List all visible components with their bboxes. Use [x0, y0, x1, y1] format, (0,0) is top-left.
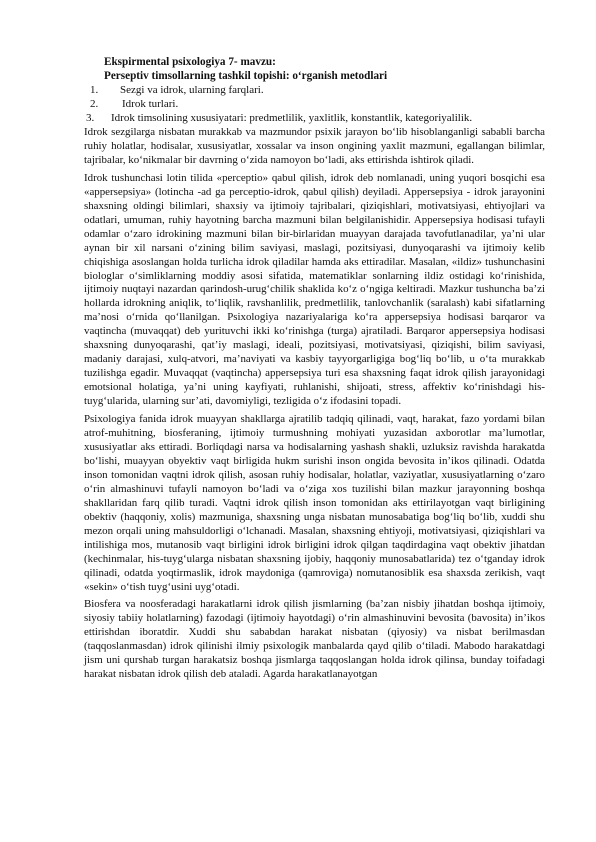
- paragraph: Psixologiya fanida idrok muayyan shakllarga ajratilib tadqiq qilinadi, vaqt, harakat, fazo yordami bilan atrof-muhitning, biosferaning, ijtimoiy turmushning mohiyati yuzasidan axborotlar ma’lumotlar, xususiyatlar aks ettiradi. Borliqdagi narsa va hodisalarning yashash shakli, uzluksiz ravishda harakatda bo‘lishi, muayyan obyektiv vaqt birligida hukm surishi inson ongida bevosita in’ikos qilinadi. Odatda inson tomonidan vaqtni idrok qilish, asosan ruhiy hodisalar, holatlar, vaziyatlar, xususiyatlarning o‘zaro o‘rin almashinuvi tufayli namoyon bo‘ladi va o‘ziga xos tuzilishi bilan mazkur jarayonning boshqa shakllaridan farq qilib turadi. Vaqtni idrok qilish inson tomonidan aks ettirilayotgan vaqt birligining obektiv (haqqoniy, xolis) mazmuniga, shaxsning unga nisbatan munosabatiga bog‘liq bo‘lib, xuddi shu mezon orqali uning mahsuldorligi o‘lchanadi. Masalan, shaxsning ehtiyoji, motivatsiyasi, qiziqishlari va intilishiga mos, mutanosib vaqt birligini idrok birligini idrok qilgan taqdirdagina vaqt obektiv jihatdan (kechinmalar, his-tuyg‘ularga nisbatan shaxsning ijobiy, haqqoniy munosabatlarida) tez o‘tganday idrok qilinadi, odatda yoqtirmaslik, idrok maydoniga (qamroviga) nomutanosiblik esa shaxsda zerikish, vaqt «sekin» o‘tish tuyg‘usini uyg‘otadi.: [84, 413, 545, 593]
- outline-item: [84, 111, 554, 125]
- topic-title: Perseptiv timsollarning tashkil topishi: o‘rganish metodlari: [104, 70, 388, 82]
- outline-text: Idrok turlari.: [122, 98, 179, 111]
- paragraph: Idrok tushunchasi lotin tilida «perceptio» qabul qilish, idrok deb nomlanadi, uning yuqori bosqichi esa «appersepsiya» (lotincha -ad ga perceptio-idrok, qabul qilish) deyiladi. Appersepsiya - idrok jarayonini shaxsning oldingi bilimlari, shaxsiy va ijtimoiy tajribalari, qiziqishlari, motivatsiyasi, ehtiyojlari va odatlari, umuman, ruhiy hayotning barcha mazmuni bilan belgilanishidir. Appersepsiya hodisasi tufayli odamlar o‘zaro idrokining mazmuni bilan bir-birlaridan muayyan darajada tavofutlanadilar, ya’ni ular aynan bir xil narsani o‘zining bilim saviyasi, maslagi, pozitsiyasi, dunyoqarashi va ijtimoiy kelib chiqishiga asoslangan holda turlicha idrok qiladilar hamda aks ettiradilar. Masalan, «ildiz» tushunchasini biologlar o‘simliklarning moddiy asosi sifatida, matematiklar sonlarning ildiz ostidagi ko‘rinishida, ijtimoiy nuqtayi nazardan qarindosh-urug‘chilik shaklida ko‘z o‘ngiga keltiradi. Mazkur tushuncha ba’zi hollarda idrokning aniqlik, to‘liqlik, ravshanlilik, predmetlilik, tanlovchanlik (saralash) kabi sifatlarning ma’nosi o‘rnida qo‘llanilgan. Psixologiya nazariyalariga ko‘ra appersepsiya hodisasi barqaror va vaqtincha (muvaqqat) deb yurituvchi ikki ko‘rinishga (turga) ajratiladi. Barqaror appersepsiya hodisasi shaxsning dunyoqarashi, qat’iy maslagi, ideali, pozitsiyasi, motivatsiyasi, qiziqishi, bilim saviyasi, madaniy darajasi, xulq-atvori, ma’naviyati va kasbiy tayyorgarligiga bog‘liq bo‘lib, u o‘ta murakkab tuzilishga egadir. Muvaqqat (vaqtincha) appersepsiya turi esa shaxsning faqat idrok qilish jarayonidagi emotsional holatiga, ya’ni uning kayfiyati, ruhlanishi, shijoati, stress, affektiv ko‘rinishdagi his-tuyg‘ularida, ularning sur’ati, davomiyligi, tezligida o‘z ifodasini topadi.: [84, 171, 545, 408]
- document-body: [84, 126, 545, 686]
- outline-text: Idrok timsolining xususiyatari: predmetlilik, yaxlitlik, konstantlik, kategoriyalilik.: [111, 112, 473, 125]
- paragraph: Biosfera va noosferadagi harakatlarni idrok qilish jismlarning (ba’zan nisbiy jihatdan boshqa ijtimoiy, siyosiy tabiiy holatlarning) fazodagi (ijtimoiy hayotdagi) o‘rin almashinuvini bevosita (bavosita) in’ikos ettirishdan iboratdir. Xuddi shu sababdan harakat nisbatan (qiyosiy) va nisbat berilmasdan (taqqoslanmasdan) idrok qilinishi ilmiy psixologik manbalarda qayd qilib o‘tiladi. Mabodo harakatdagi jism uni qurshab turgan harakatsiz boshqa jismlarga taqqoslangan holda idrok qilinsa, bunday toifadagi harakat nisbatan idrok qilish deb ataladi. Agarda harakatlanayotgan: [84, 598, 545, 681]
- outline-item: [84, 83, 554, 97]
- paragraph: Idrok sezgilarga nisbatan murakkab va mazmundor psixik jarayon bo‘lib hisoblanganligi sababli barcha ruhiy holatlar, hodisalar, xususiyatlar, xossalar va inson ongining yaxlit mazmuni, egallangan bilimlar, tajribalar, ko‘nikmalar bir davrning o‘zida namoyon bo‘ladi, aks ettirishda ishtirok qiladi.: [84, 126, 545, 166]
- topic-outline: [84, 83, 554, 126]
- outline-item: [84, 97, 554, 111]
- outline-number: 2.: [90, 98, 99, 111]
- document-header: [104, 55, 544, 83]
- outline-text: Sezgi va idrok, ularning farqlari.: [120, 84, 264, 96]
- lecture-title: Ekspirmental psixologiya 7- mavzu:: [104, 56, 276, 68]
- outline-number: 1.: [90, 84, 99, 96]
- outline-number: 3.: [86, 112, 95, 125]
